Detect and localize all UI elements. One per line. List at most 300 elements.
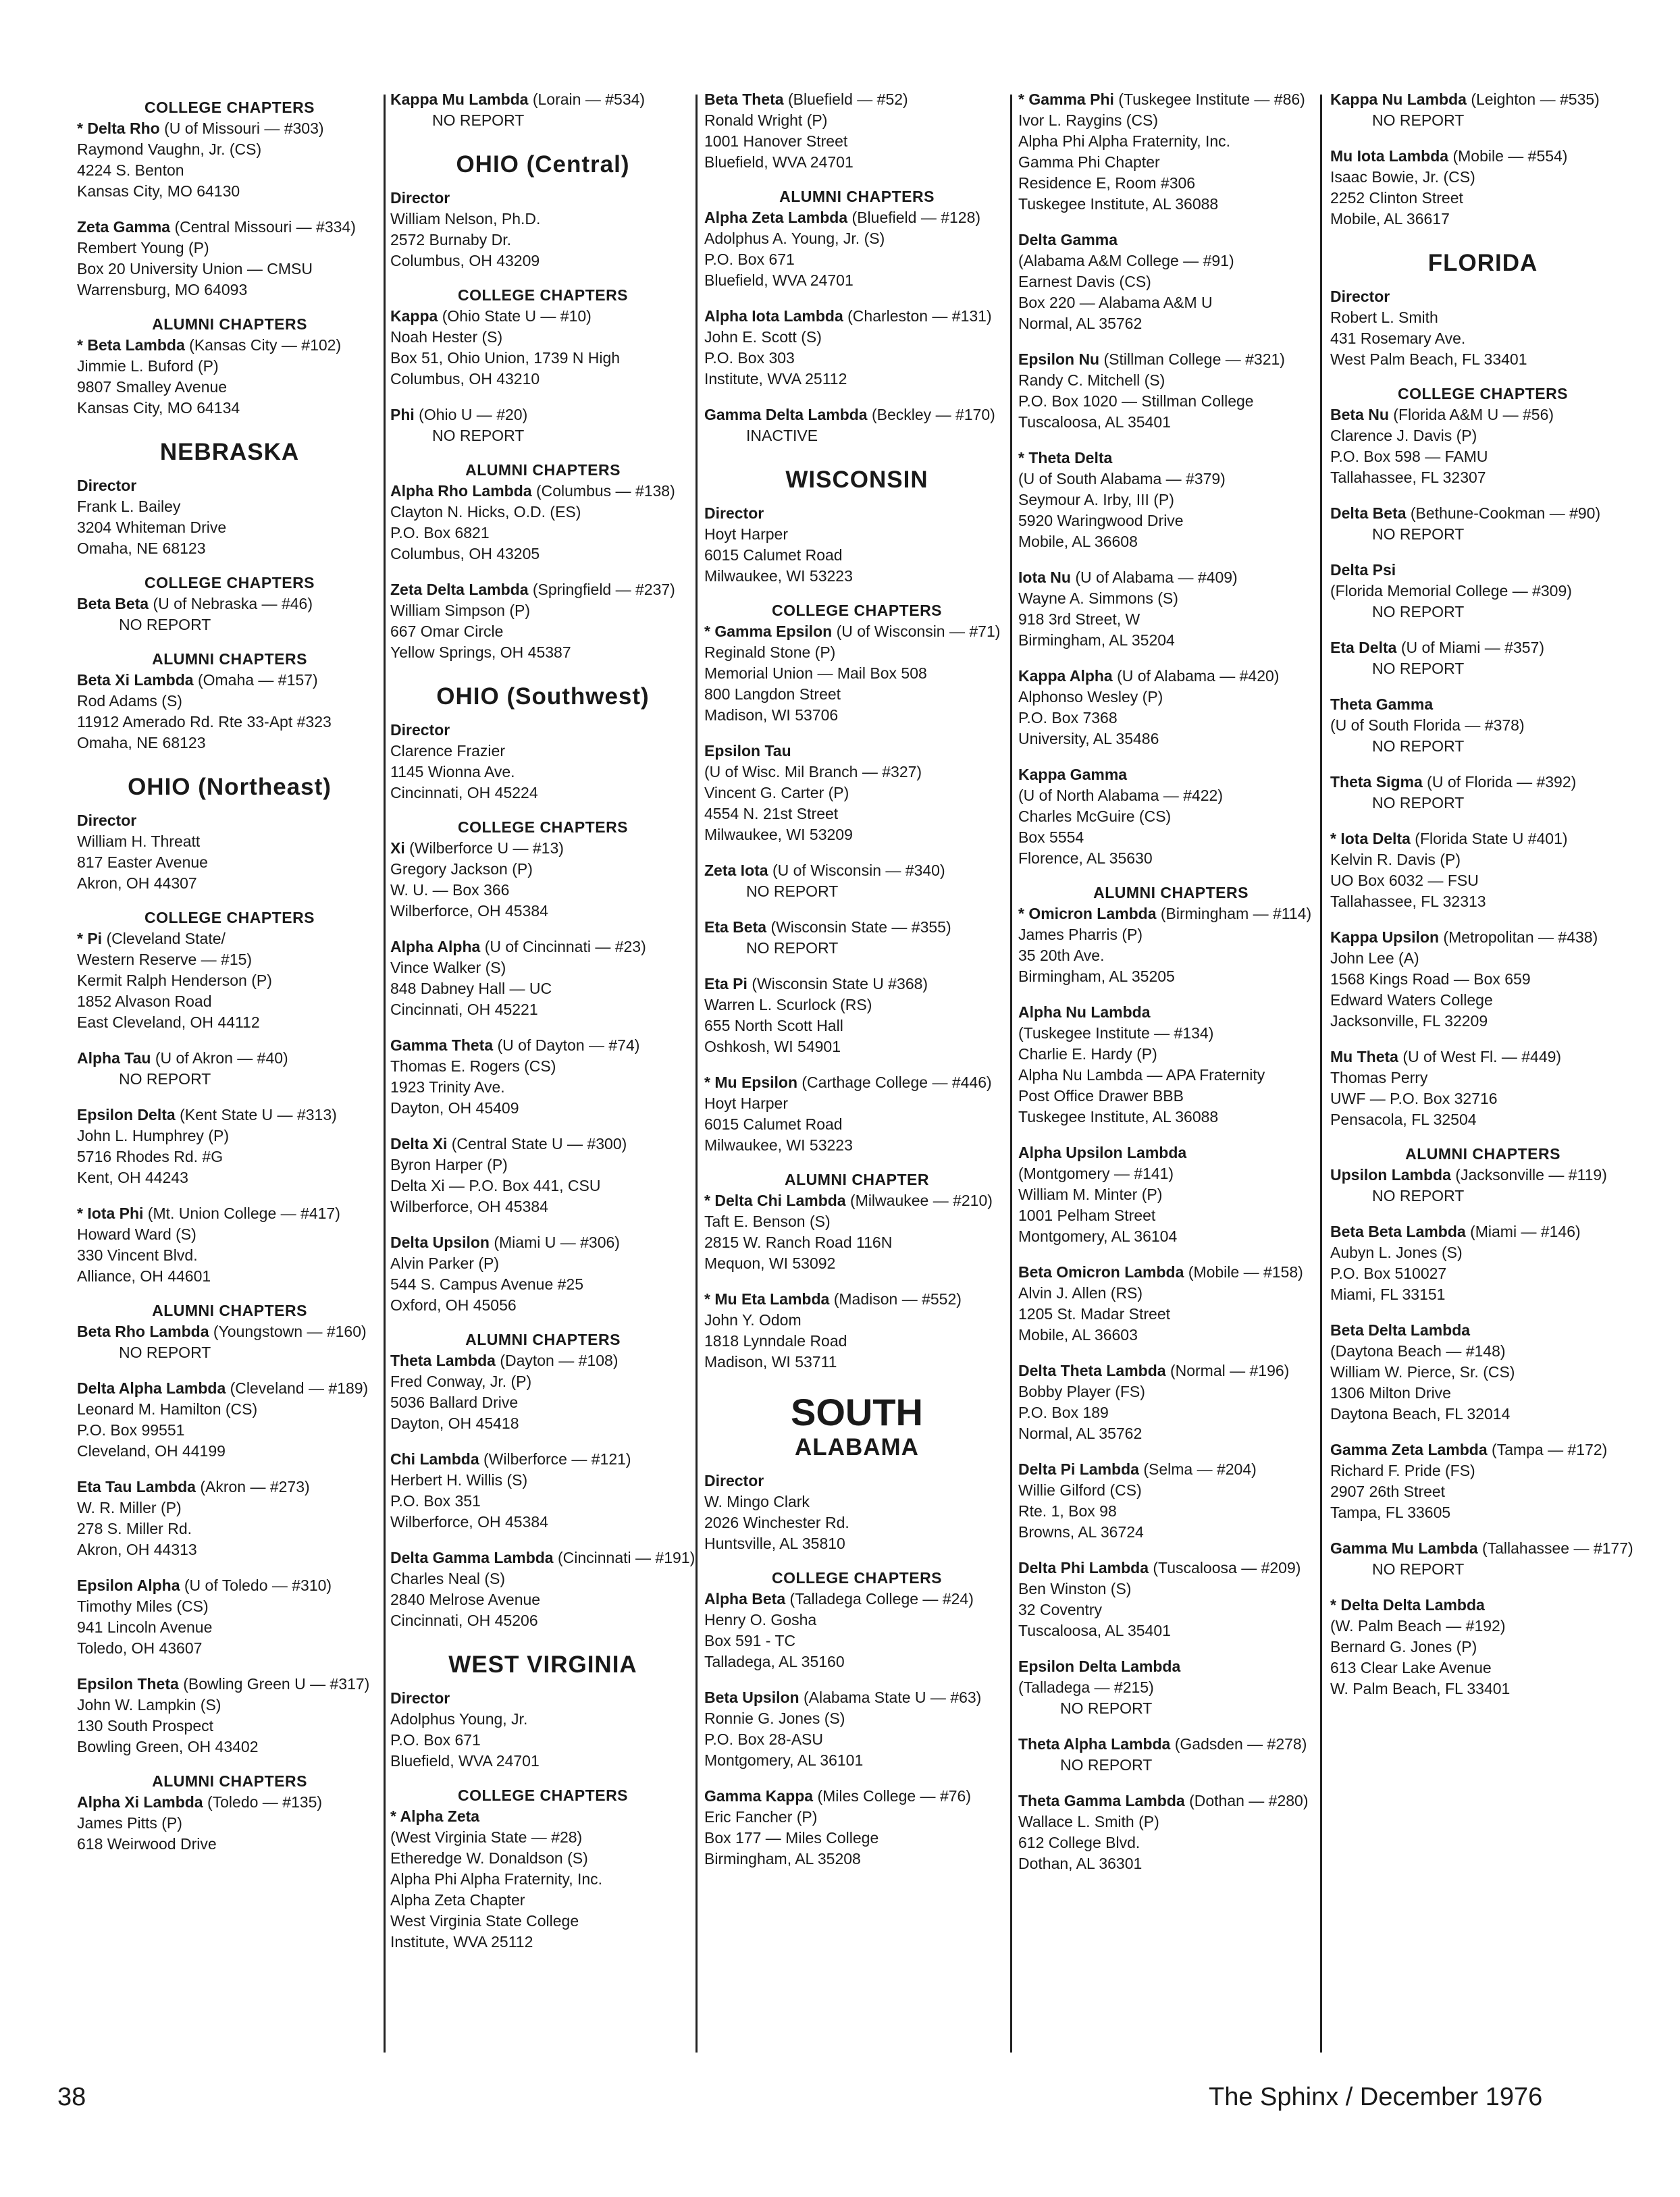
chapter-detail: Akron, OH 44313 xyxy=(77,1541,197,1558)
chapter-name-line xyxy=(1330,286,1635,307)
chapter-detail: Normal, AL 35762 xyxy=(1018,315,1143,332)
group-heading: ALUMNI CHAPTERS xyxy=(152,650,307,668)
chapter-name: Gamma Mu Lambda xyxy=(1330,1539,1478,1557)
chapter-entry xyxy=(390,1035,695,1119)
chapter-detail: James Pitts (P) xyxy=(77,1814,182,1832)
chapter-name: Beta Nu xyxy=(1330,406,1389,423)
chapter-detail: 278 S. Miller Rd. xyxy=(77,1520,192,1537)
chapter-detail: Alvin J. Allen (RS) xyxy=(1018,1284,1143,1302)
chapter-name: * Mu Epsilon xyxy=(704,1074,797,1091)
chapter-detail: (Alabama A&M College — #91) xyxy=(1018,252,1234,269)
chapter-entry xyxy=(1018,1656,1323,1719)
chapter-detail: Milwaukee, WI 53223 xyxy=(704,567,853,585)
chapter-name-line xyxy=(1330,772,1635,793)
chapter-name-line xyxy=(1330,1221,1635,1242)
chapter-name: Alpha Alpha xyxy=(390,938,481,955)
chapter-entry xyxy=(77,810,382,894)
chapter-detail: (Metropolitan — #438) xyxy=(1443,928,1598,946)
chapter-detail: NO REPORT xyxy=(1372,737,1465,755)
chapter-name-line xyxy=(704,974,1009,995)
chapter-detail: East Cleveland, OH 44112 xyxy=(77,1013,260,1031)
chapter-detail: Residence E, Room #306 xyxy=(1018,174,1196,192)
chapter-entry xyxy=(1330,927,1635,1032)
chapter-detail: Thomas E. Rogers (CS) xyxy=(390,1057,556,1075)
chapter-detail: Tuskegee Institute, AL 36088 xyxy=(1018,195,1219,213)
chapter-detail: Gregory Jackson (P) xyxy=(390,860,533,878)
chapter-entry xyxy=(704,89,1009,173)
chapter-name: Kappa xyxy=(390,307,438,325)
chapter-detail: Ben Winston (S) xyxy=(1018,1580,1132,1597)
chapter-detail: William Nelson, Ph.D. xyxy=(390,210,541,228)
chapter-detail: Institute, WVA 25112 xyxy=(390,1933,533,1951)
chapter-name-line xyxy=(704,404,1009,425)
chapter-name-line xyxy=(390,1350,695,1371)
chapter-name: Eta Tau Lambda xyxy=(77,1478,196,1495)
group-heading: COLLEGE CHAPTERS xyxy=(144,909,315,926)
chapter-entry xyxy=(77,1575,382,1659)
chapter-detail: 918 3rd Street, W xyxy=(1018,610,1140,628)
chapter-detail: (Birmingham — #114) xyxy=(1160,905,1312,922)
chapter-detail: Talladega, AL 35160 xyxy=(704,1653,845,1670)
chapter-detail: (Ohio State U — #10) xyxy=(442,307,592,325)
chapter-detail: William M. Minter (P) xyxy=(1018,1186,1163,1203)
chapter-name: Theta Gamma xyxy=(1330,695,1434,713)
chapter-detail: NO REPORT xyxy=(119,616,211,633)
chapter-entry xyxy=(390,1688,695,1772)
chapter-entry xyxy=(1018,1734,1323,1776)
chapter-name: Beta Rho Lambda xyxy=(77,1323,209,1340)
chapter-name-line xyxy=(390,1806,695,1827)
chapter-detail: Rembert Young (P) xyxy=(77,239,209,257)
chapter-name: * Alpha Zeta xyxy=(390,1807,480,1825)
chapter-entry xyxy=(1018,1262,1323,1346)
chapter-name: Gamma Zeta Lambda xyxy=(1330,1441,1488,1458)
chapter-detail: Bernard G. Jones (P) xyxy=(1330,1638,1477,1656)
chapter-name: Alpha Nu Lambda xyxy=(1018,1003,1151,1021)
chapter-detail: P.O. Box 598 — FAMU xyxy=(1330,448,1488,465)
chapter-detail: Mobile, AL 36608 xyxy=(1018,533,1138,550)
chapter-detail: Bluefield, WVA 24701 xyxy=(704,271,854,289)
chapter-detail: Tuskegee Institute, AL 36088 xyxy=(1018,1108,1219,1126)
chapter-detail: 544 S. Campus Avenue #25 xyxy=(390,1275,584,1293)
chapter-detail: Normal, AL 35762 xyxy=(1018,1425,1143,1442)
chapter-detail: Akron, OH 44307 xyxy=(77,874,197,892)
chapter-name: Delta Xi xyxy=(390,1135,448,1153)
chapter-detail: NO REPORT xyxy=(746,939,839,957)
chapter-detail: (Wisconsin State — #355) xyxy=(770,918,951,936)
chapter-detail: Charles McGuire (CS) xyxy=(1018,808,1172,825)
chapter-detail: (Toledo — #135) xyxy=(207,1793,323,1811)
chapter-detail: P.O. Box 351 xyxy=(390,1492,481,1510)
chapter-name-line xyxy=(1018,1734,1323,1755)
chapter-detail: Post Office Drawer BBB xyxy=(1018,1087,1184,1105)
chapter-detail: Seymour A. Irby, III (P) xyxy=(1018,491,1174,508)
chapter-detail: Omaha, NE 68123 xyxy=(77,734,206,751)
chapter-detail: NO REPORT xyxy=(432,111,525,129)
chapter-detail: 2252 Clinton Street xyxy=(1330,189,1463,207)
chapter-detail: 1306 Milton Drive xyxy=(1330,1384,1451,1402)
chapter-name-line xyxy=(1330,89,1635,110)
chapter-detail: Florence, AL 35630 xyxy=(1018,849,1153,867)
chapter-entry xyxy=(704,1072,1009,1156)
chapter-name-line xyxy=(1018,1656,1323,1677)
chapter-name-line xyxy=(1018,1262,1323,1283)
chapter-entry xyxy=(77,1477,382,1560)
chapter-entry xyxy=(1330,828,1635,912)
chapter-detail: 5716 Rhodes Rd. #G xyxy=(77,1148,224,1165)
chapter-entry xyxy=(1018,903,1323,987)
chapter-detail: Pensacola, FL 32504 xyxy=(1330,1111,1477,1128)
chapter-entry xyxy=(1018,1142,1323,1247)
chapter-detail: Charles Neal (S) xyxy=(390,1570,505,1587)
chapter-detail: Warrensburg, MO 64093 xyxy=(77,281,248,298)
chapter-detail: Tallahassee, FL 32313 xyxy=(1330,893,1486,910)
chapter-detail: (Wisconsin State U #368) xyxy=(752,975,928,992)
chapter-detail: (U of Cincinnati — #23) xyxy=(484,938,646,955)
chapter-name: * Delta Chi Lambda xyxy=(704,1192,846,1209)
chapter-detail: Birmingham, AL 35204 xyxy=(1018,631,1175,649)
chapter-detail: Ronnie G. Jones (S) xyxy=(704,1710,845,1727)
group-heading: ALUMNI CHAPTERS xyxy=(152,1772,307,1790)
chapter-entry xyxy=(704,1190,1009,1274)
chapter-name: Phi xyxy=(390,406,415,423)
chapter-name: Zeta Gamma xyxy=(77,218,171,236)
chapter-detail: Wilberforce, OH 45384 xyxy=(390,1513,548,1531)
chapter-detail: Noah Hester (S) xyxy=(390,328,503,346)
chapter-detail: Henry O. Gosha xyxy=(704,1611,817,1629)
chapter-name: Delta Pi Lambda xyxy=(1018,1460,1139,1478)
chapter-name: Delta Gamma xyxy=(1018,231,1118,248)
chapter-name: Delta Gamma Lambda xyxy=(390,1549,554,1566)
chapter-detail: P.O. Box 303 xyxy=(704,349,795,367)
chapter-detail: Alpha Phi Alpha Fraternity, Inc. xyxy=(1018,132,1231,150)
chapter-detail: 1001 Pelham Street xyxy=(1018,1207,1156,1224)
chapter-entry xyxy=(77,335,382,419)
chapter-detail: Clarence J. Davis (P) xyxy=(1330,427,1477,444)
chapter-detail: (U of South Alabama — #379) xyxy=(1018,470,1226,487)
chapter-detail: 1852 Alvason Road xyxy=(77,992,212,1010)
chapter-name-line xyxy=(390,404,695,425)
chapter-name-line xyxy=(77,928,382,949)
chapter-detail: 612 College Blvd. xyxy=(1018,1834,1140,1851)
chapter-entry xyxy=(704,1589,1009,1672)
chapter-detail: (U of Dayton — #74) xyxy=(497,1036,640,1054)
chapter-detail: Aubyn L. Jones (S) xyxy=(1330,1244,1463,1261)
chapter-name-line xyxy=(390,1134,695,1155)
state-heading: WEST VIRGINIA xyxy=(448,1651,637,1678)
chapter-name: Beta Beta xyxy=(77,595,149,612)
chapter-detail: (Milwaukee — #210) xyxy=(850,1192,993,1209)
chapter-name-line xyxy=(390,89,695,110)
chapter-detail: Charlie E. Hardy (P) xyxy=(1018,1045,1157,1063)
chapter-detail: (U of Wisconsin — #340) xyxy=(772,862,945,879)
chapter-detail: Herbert H. Willis (S) xyxy=(390,1471,528,1489)
chapter-detail: 4554 N. 21st Street xyxy=(704,805,839,822)
chapter-detail: Kermit Ralph Henderson (P) xyxy=(77,972,272,989)
chapter-detail: 800 Langdon Street xyxy=(704,685,841,703)
chapter-detail: 32 Coventry xyxy=(1018,1601,1103,1618)
chapter-name: Beta Upsilon xyxy=(704,1689,799,1706)
chapter-detail: NO REPORT xyxy=(119,1070,211,1088)
chapter-detail: Miami, FL 33151 xyxy=(1330,1286,1446,1303)
chapter-name-line xyxy=(1330,503,1635,524)
chapter-entry xyxy=(1018,1791,1323,1874)
chapter-name: Zeta Iota xyxy=(704,862,768,879)
chapter-entry xyxy=(390,579,695,663)
chapter-name-line xyxy=(1018,666,1323,687)
chapter-name-line xyxy=(77,217,382,238)
chapter-detail: (Normal — #196) xyxy=(1170,1362,1290,1379)
chapter-detail: Wallace L. Smith (P) xyxy=(1018,1813,1159,1830)
chapter-detail: NO REPORT xyxy=(1060,1756,1153,1774)
chapter-name: Delta Psi xyxy=(1330,561,1396,579)
chapter-detail: 5036 Ballard Drive xyxy=(390,1394,519,1411)
chapter-detail: (Tuskegee Institute — #86) xyxy=(1118,90,1305,108)
chapter-detail: Adolphus Young, Jr. xyxy=(390,1710,528,1728)
chapter-detail: James Pharris (P) xyxy=(1018,926,1143,943)
chapter-detail: P.O. Box 510027 xyxy=(1330,1265,1447,1282)
chapter-name: Director xyxy=(390,189,450,207)
chapter-name-line xyxy=(77,1048,382,1069)
chapter-entry xyxy=(390,1806,695,1953)
chapter-entry xyxy=(390,404,695,446)
chapter-name: Kappa Alpha xyxy=(1018,667,1113,685)
chapter-detail: Vincent G. Carter (P) xyxy=(704,784,849,801)
chapter-name-line xyxy=(1330,146,1635,167)
state-heading: ALABAMA xyxy=(795,1434,919,1460)
chapter-detail: Taft E. Benson (S) xyxy=(704,1213,831,1230)
chapter-entry xyxy=(390,1134,695,1217)
chapter-name-line xyxy=(77,1203,382,1224)
chapter-detail: (Cleveland State/ xyxy=(106,930,226,947)
chapter-entry xyxy=(1330,1047,1635,1130)
chapter-detail: (U of Wisconsin — #71) xyxy=(836,623,1001,640)
chapter-detail: UO Box 6032 — FSU xyxy=(1330,872,1479,889)
chapter-detail: (Stillman College — #321) xyxy=(1103,350,1285,368)
chapter-detail: NO REPORT xyxy=(746,882,839,900)
chapter-detail: (U of West Fl. — #449) xyxy=(1402,1048,1562,1065)
chapter-detail: Cincinnati, OH 45221 xyxy=(390,1001,538,1018)
chapter-name-line xyxy=(390,188,695,209)
chapter-name-line xyxy=(1330,927,1635,948)
chapter-entry xyxy=(77,593,382,635)
chapter-detail: Bowling Green, OH 43402 xyxy=(77,1738,259,1755)
chapter-detail: Kelvin R. Davis (P) xyxy=(1330,851,1461,868)
chapter-name-line xyxy=(1018,567,1323,588)
chapter-name: Epsilon Nu xyxy=(1018,350,1100,368)
chapter-entry xyxy=(704,306,1009,390)
chapter-name-line xyxy=(390,1232,695,1253)
chapter-entry xyxy=(77,1048,382,1090)
chapter-detail: (U of Missouri — #303) xyxy=(164,120,324,137)
chapter-detail: Oxford, OH 45056 xyxy=(390,1296,517,1314)
state-heading: WISCONSIN xyxy=(785,467,928,493)
chapter-name-line xyxy=(1330,637,1635,658)
chapter-detail: Clarence Frazier xyxy=(390,742,505,760)
chapter-entry xyxy=(704,621,1009,726)
chapter-detail: Birmingham, AL 35208 xyxy=(704,1850,861,1868)
chapter-detail: Bluefield, WVA 24701 xyxy=(390,1752,540,1770)
chapter-detail: Box 591 - TC xyxy=(704,1632,796,1649)
chapter-detail: (Tallahassee — #177) xyxy=(1481,1539,1633,1557)
chapter-name: * Iota Phi xyxy=(77,1205,144,1222)
chapter-detail: (Selma — #204) xyxy=(1143,1460,1257,1478)
chapter-entry xyxy=(1330,89,1635,131)
chapter-name: Alpha Zeta Lambda xyxy=(704,209,848,226)
chapter-name: Upsilon Lambda xyxy=(1330,1166,1451,1184)
chapter-name: Epsilon Delta xyxy=(77,1106,176,1123)
chapter-detail: 35 20th Ave. xyxy=(1018,947,1105,964)
chapter-detail: (Talladega — #215) xyxy=(1018,1678,1154,1696)
chapter-detail: (Kansas City — #102) xyxy=(189,336,342,354)
chapter-name: * Mu Eta Lambda xyxy=(704,1290,830,1308)
chapter-detail: Cincinnati, OH 45206 xyxy=(390,1612,538,1629)
group-heading: ALUMNI CHAPTERS xyxy=(1405,1145,1560,1163)
chapter-name-line xyxy=(704,1786,1009,1807)
chapter-detail: 667 Omar Circle xyxy=(390,623,504,640)
chapter-name-line xyxy=(1018,903,1323,924)
chapter-detail: Cleveland, OH 44199 xyxy=(77,1442,226,1460)
chapter-detail: (Carthage College — #446) xyxy=(802,1074,992,1091)
chapter-detail: 2815 W. Ranch Road 116N xyxy=(704,1234,893,1251)
chapter-detail: Birmingham, AL 35205 xyxy=(1018,968,1175,985)
chapter-detail: Alpha Phi Alpha Fraternity, Inc. xyxy=(390,1870,603,1888)
chapter-name: * Gamma Epsilon xyxy=(704,623,833,640)
chapter-detail: Robert L. Smith xyxy=(1330,309,1438,326)
chapter-detail: (Florida State U #401) xyxy=(1415,830,1568,847)
chapter-detail: (U of Miami — #357) xyxy=(1400,639,1544,656)
chapter-name-line xyxy=(77,593,382,614)
chapter-detail: Tuscaloosa, AL 35401 xyxy=(1018,1622,1171,1639)
chapter-name-line xyxy=(390,1449,695,1470)
chapter-detail: W. R. Miller (P) xyxy=(77,1499,182,1516)
chapter-name: Alpha Xi Lambda xyxy=(77,1793,203,1811)
chapter-name-line xyxy=(1330,1439,1635,1460)
chapter-detail: 130 South Prospect xyxy=(77,1717,214,1735)
chapter-name-line xyxy=(1018,1142,1323,1163)
chapter-detail: (Alabama State U — #63) xyxy=(803,1689,982,1706)
chapter-detail: (U of Alabama — #420) xyxy=(1117,667,1280,685)
group-heading: ALUMNI CHAPTERS xyxy=(465,461,621,479)
chapter-detail: P.O. Box 671 xyxy=(704,250,795,268)
chapter-entry xyxy=(704,860,1009,902)
chapter-name: Xi xyxy=(390,839,405,857)
chapter-detail: Box 177 — Miles College xyxy=(704,1829,879,1847)
chapter-entry xyxy=(1330,1221,1635,1305)
chapter-detail: Columbus, OH 43210 xyxy=(390,370,540,388)
chapter-detail: Etheredge W. Donaldson (S) xyxy=(390,1849,588,1867)
chapter-name-line xyxy=(704,1589,1009,1610)
chapter-name: Beta Beta Lambda xyxy=(1330,1223,1466,1240)
chapter-detail: 613 Clear Lake Avenue xyxy=(1330,1659,1492,1676)
chapter-detail: Omaha, NE 68123 xyxy=(77,539,206,557)
chapter-entry xyxy=(390,720,695,803)
chapter-detail: UWF — P.O. Box 32716 xyxy=(1330,1090,1498,1107)
chapter-detail: 11912 Amerado Rd. Rte 33-Apt #323 xyxy=(77,713,332,731)
chapter-detail: 655 North Scott Hall xyxy=(704,1017,843,1034)
chapter-entry xyxy=(1330,1165,1635,1207)
chapter-name-line xyxy=(390,720,695,741)
chapter-entry xyxy=(704,741,1009,845)
chapter-detail: P.O. Box 6821 xyxy=(390,524,490,541)
chapter-detail: Tampa, FL 33605 xyxy=(1330,1504,1451,1521)
chapter-name: * Theta Delta xyxy=(1018,449,1113,467)
chapter-entry xyxy=(77,118,382,202)
chapter-detail: (Leighton — #535) xyxy=(1471,90,1600,108)
chapter-name-line xyxy=(77,810,382,831)
chapter-entry xyxy=(1018,448,1323,552)
chapter-detail: Raymond Vaughn, Jr. (CS) xyxy=(77,140,262,158)
chapter-detail: Huntsville, AL 35810 xyxy=(704,1535,845,1552)
chapter-name: Mu Theta xyxy=(1330,1048,1398,1065)
chapter-detail: (U of Florida — #392) xyxy=(1427,773,1577,791)
chapter-detail: John E. Scott (S) xyxy=(704,328,822,346)
chapter-entry xyxy=(1330,1538,1635,1580)
chapter-entry xyxy=(1330,694,1635,757)
chapter-name-line xyxy=(704,207,1009,228)
chapter-name: Eta Beta xyxy=(704,918,767,936)
chapter-detail: (Florida Memorial College — #309) xyxy=(1330,582,1572,600)
chapter-detail: W. Palm Beach, FL 33401 xyxy=(1330,1680,1511,1697)
chapter-name: Epsilon Alpha xyxy=(77,1577,180,1594)
chapter-detail: Oshkosh, WI 54901 xyxy=(704,1038,841,1055)
chapter-detail: Box 51, Ohio Union, 1739 N High xyxy=(390,349,621,367)
chapter-name-line xyxy=(704,89,1009,110)
chapter-detail: Eric Fancher (P) xyxy=(704,1808,818,1826)
chapter-detail: 4224 S. Benton xyxy=(77,161,184,179)
chapter-detail: NO REPORT xyxy=(1060,1699,1153,1717)
group-heading: COLLEGE CHAPTERS xyxy=(457,818,629,836)
chapter-detail: (Madison — #552) xyxy=(833,1290,962,1308)
chapter-name: Director xyxy=(77,812,137,829)
publication-footer: The Sphinx / December 1976 xyxy=(1209,2083,1543,2111)
chapter-detail: Ronald Wright (P) xyxy=(704,111,828,129)
chapter-detail: Reginald Stone (P) xyxy=(704,643,836,661)
chapter-entry xyxy=(390,1232,695,1316)
chapter-name: Theta Gamma Lambda xyxy=(1018,1792,1185,1809)
chapter-detail: (Central State U — #300) xyxy=(451,1135,627,1153)
chapter-entry xyxy=(1330,772,1635,814)
chapter-detail: (Akron — #273) xyxy=(200,1478,310,1495)
chapter-name: Theta Lambda xyxy=(390,1352,496,1369)
chapter-name: * Iota Delta xyxy=(1330,830,1411,847)
chapter-name: Director xyxy=(390,721,450,739)
chapter-name: Kappa Upsilon xyxy=(1330,928,1440,946)
chapter-detail: Bluefield, WVA 24701 xyxy=(704,153,854,171)
chapter-name-line xyxy=(704,1471,1009,1491)
chapter-name-line xyxy=(1018,764,1323,785)
chapter-detail: (Dothan — #280) xyxy=(1189,1792,1309,1809)
chapter-name: Alpha Iota Lambda xyxy=(704,307,843,325)
chapter-name: Director xyxy=(1330,288,1390,305)
chapter-detail: 1205 St. Madar Street xyxy=(1018,1305,1171,1323)
chapter-detail: Dayton, OH 45418 xyxy=(390,1414,519,1432)
chapter-name-line xyxy=(77,1105,382,1126)
chapter-detail: (Montgomery — #141) xyxy=(1018,1165,1174,1182)
chapter-detail: Adolphus A. Young, Jr. (S) xyxy=(704,230,885,247)
chapter-name-line xyxy=(704,621,1009,642)
chapter-name-line xyxy=(704,741,1009,762)
chapter-name-line xyxy=(1330,560,1635,581)
chapter-name-line xyxy=(390,306,695,327)
group-heading: ALUMNI CHAPTERS xyxy=(779,188,935,205)
chapter-name: Delta Theta Lambda xyxy=(1018,1362,1166,1379)
chapter-detail: Isaac Bowie, Jr. (CS) xyxy=(1330,168,1475,186)
chapter-name-line xyxy=(1018,1360,1323,1381)
chapter-name: Director xyxy=(77,477,137,494)
column-divider xyxy=(1010,95,1012,2053)
chapter-name-line xyxy=(390,579,695,600)
